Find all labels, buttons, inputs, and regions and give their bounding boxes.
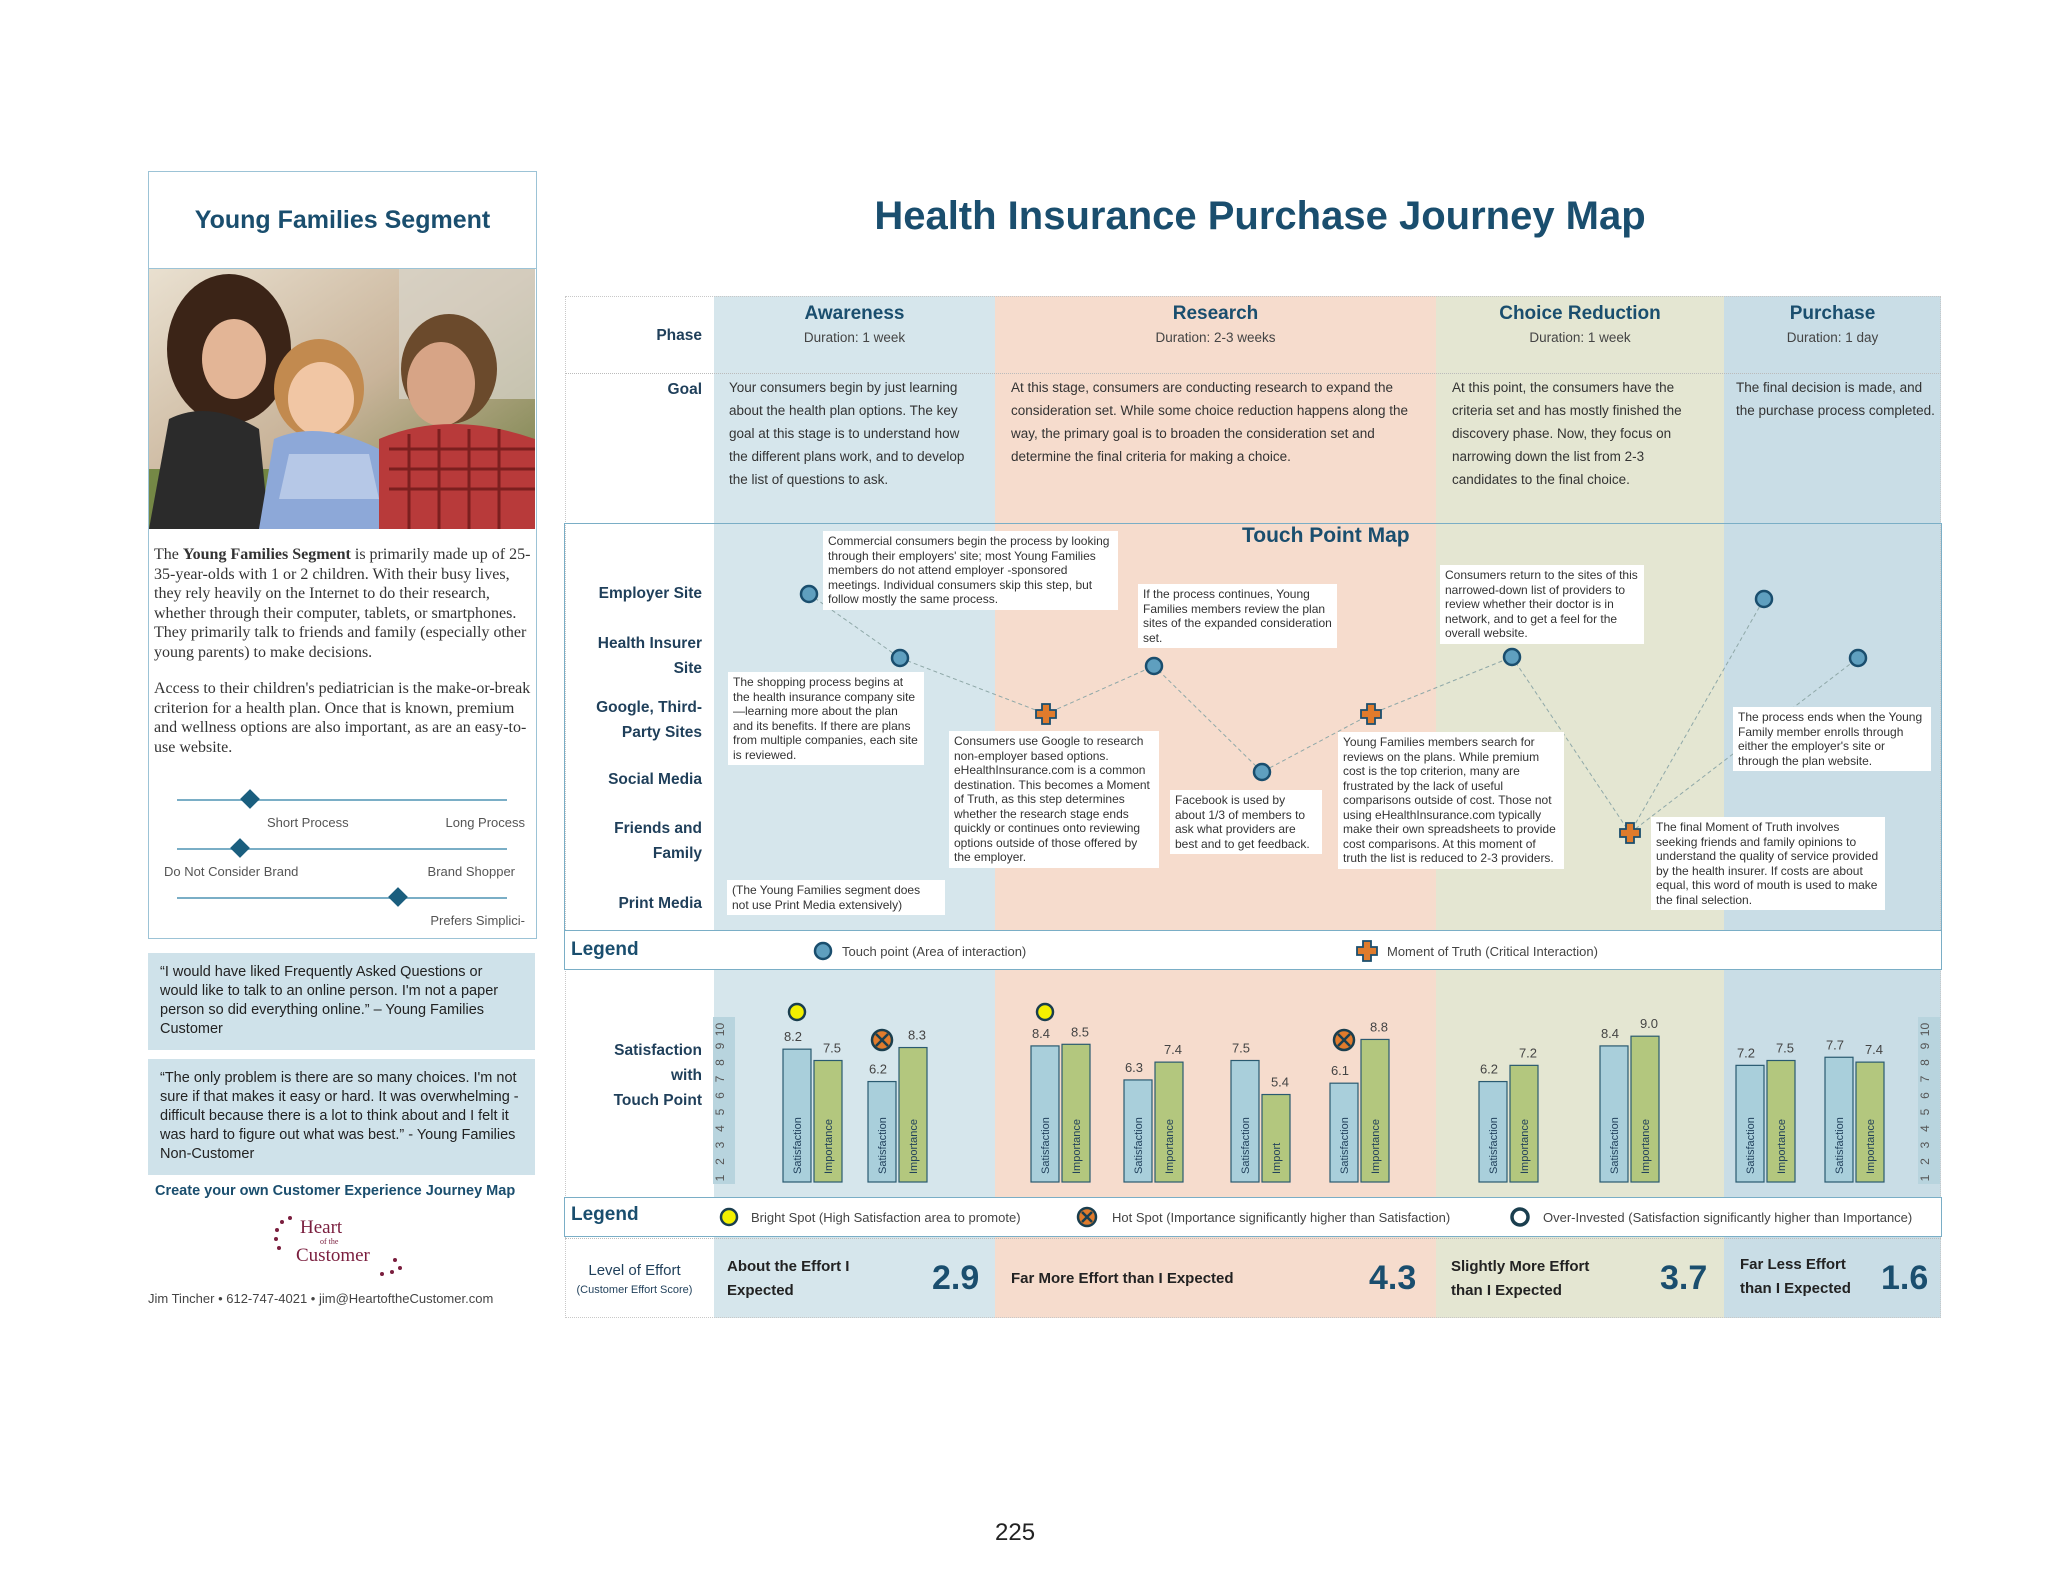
- bar-value-label: 6.3: [1124, 1059, 1144, 1075]
- legend-bright-spot-icon: [718, 1206, 740, 1228]
- y-tick-label: 2: [713, 1158, 727, 1165]
- bar-value-label: 7.2: [1736, 1045, 1756, 1061]
- bar-series-label: Importance: [1370, 1118, 1382, 1174]
- bar-value-label: 8.8: [1369, 1019, 1389, 1035]
- bar-value-label: 8.4: [1031, 1025, 1051, 1041]
- customer-quote-2: “The only problem is there are so many choices. I'm not sure if that makes it easy or hard. It was overwhelming - difficult because there is a lot to think about and I felt it was hard to figure out what was best.” - Young Families Non-Customer: [148, 1059, 535, 1175]
- row-label-effort: Level of Effort (Customer Effort Score): [576, 1262, 693, 1296]
- bar-value-label: 6.1: [1330, 1063, 1350, 1079]
- y-tick-label: 4: [1918, 1125, 1932, 1132]
- goal-choice-reduction: At this point, the consumers have the criteria set and has mostly finished the discovery phase. Now, they focus on narrowing down the list from 2-3 candidates to the final choice.: [1452, 380, 1682, 487]
- y-tick-label: 1: [1918, 1174, 1932, 1182]
- phase-header-choice-reduction: Choice Reduction Duration: 1 week: [1499, 303, 1661, 345]
- effort-purchase-text: Far Less Effort than I Expected: [1740, 1256, 1851, 1297]
- effort-awareness-score: 2.9: [932, 1259, 980, 1297]
- y-tick-label: 10: [713, 1022, 727, 1037]
- bar-value-label: 8.5: [1070, 1024, 1090, 1040]
- bar-series-label: Importance: [1519, 1118, 1531, 1174]
- effort-research-text: Far More Effort than I Expected: [1011, 1270, 1234, 1287]
- y-tick-label: 8: [713, 1059, 727, 1066]
- bar-series-label: Satisfaction: [1339, 1117, 1351, 1174]
- bar-value-label: 8.3: [907, 1027, 927, 1043]
- y-tick-label: 9: [713, 1042, 727, 1050]
- goal-awareness: Your consumers begin by just learning about the health plan options. The key goal at this stage is to understand how the different plans work, and to develop the list of questions to ask.: [729, 380, 965, 487]
- slider-right-label: Prefers Simplici-: [430, 913, 525, 928]
- y-tick-label: 6: [1918, 1092, 1932, 1099]
- y-tick-label: 7: [1918, 1075, 1932, 1083]
- row-label-social-media: Social Media: [608, 771, 702, 788]
- slider-right-label: Long Process: [445, 815, 525, 830]
- logo-customer-text: Customer: [296, 1245, 370, 1266]
- bar-series-label: Import: [1271, 1142, 1283, 1174]
- y-tick-label: 1: [713, 1174, 727, 1182]
- effort-choice-reduction-score: 3.7: [1660, 1259, 1708, 1297]
- callout-plan-sites: If the process continues, Young Families members review the plan sites of the expanded consideration set.: [1138, 584, 1337, 648]
- row-label-satisfaction: Satisfaction with Touch Point: [613, 1042, 702, 1109]
- legend-hot-spot-text: Hot Spot (Importance significantly higher than Satisfaction): [1112, 1210, 1451, 1225]
- y-tick-label: 4: [713, 1125, 727, 1132]
- callout-facebook: Facebook is used by about 1/3 of members to ask what providers are best and to get feedback.: [1170, 790, 1322, 854]
- page-title: Health Insurance Purchase Journey Map: [874, 194, 1646, 238]
- bar-series-label: Satisfaction: [1609, 1117, 1621, 1174]
- legend-1-label: Legend: [571, 939, 639, 960]
- y-tick-label: 5: [713, 1108, 727, 1116]
- effort-purchase-score: 1.6: [1881, 1259, 1929, 1297]
- slider-left-label: Do Not Consider Brand: [164, 864, 299, 879]
- row-label-employer-site: Employer Site: [598, 585, 702, 602]
- phase-header-awareness: Awareness Duration: 1 week: [803, 303, 906, 345]
- legend-moment-of-truth-text: Moment of Truth (Critical Interaction): [1387, 944, 1598, 959]
- slider-right-label: Brand Shopper: [427, 864, 515, 879]
- phase-header-purchase: Purchase Duration: 1 day: [1786, 303, 1879, 345]
- bar-series-label: Importance: [1865, 1118, 1877, 1174]
- logo-heart-text: Heart: [300, 1217, 343, 1238]
- callout-enroll: The process ends when the Young Family member enrolls through either the employer's site or through the plan website.: [1733, 707, 1931, 771]
- bar-value-label: 7.5: [1231, 1040, 1251, 1056]
- page-number: 225: [995, 1519, 1036, 1546]
- legend-hot-spot-icon: [1076, 1206, 1098, 1228]
- bright-spot-icon: [1037, 1004, 1053, 1020]
- row-label-phase: Phase: [656, 327, 702, 344]
- segment-title: Young Families Segment: [149, 172, 536, 269]
- callout-return-sites: Consumers return to the sites of this narrowed-down list of providers to review whether their doctor is in network, and to get a feel for the overall website.: [1440, 565, 1644, 644]
- legend-over-invested-text: Over-Invested (Satisfaction significantly higher than Importance): [1543, 1210, 1913, 1225]
- y-tick-label: 8: [1918, 1059, 1932, 1066]
- callout-reviews: Young Families members search for reviews on the plans. While premium cost is the top criterion, many are frustrated by the lack of useful comparisons outside of cost. Those not using eHealthInsurance.com typically make their own spreadsheets to provide cost comparisons. At this moment of truth the list is reduced to 2-3 providers.: [1338, 732, 1564, 869]
- y-tick-label: 7: [713, 1075, 727, 1083]
- y-tick-label: 3: [713, 1141, 727, 1149]
- effort-research-score: 4.3: [1369, 1259, 1417, 1297]
- bar-value-label: 7.7: [1825, 1037, 1845, 1053]
- callout-health-insurer: The shopping process begins at the health insurance company site—learning more about the plan and its benefits. If there are plans from multiple companies, each site is reviewed.: [728, 672, 924, 765]
- bar-series-label: Importance: [823, 1118, 835, 1174]
- goal-purchase: The final decision is made, and the purchase process completed.: [1736, 380, 1935, 418]
- bar-value-label: 8.4: [1600, 1025, 1620, 1041]
- bar-series-label: Importance: [1640, 1118, 1652, 1174]
- y-tick-label: 10: [1918, 1022, 1932, 1037]
- y-tick-label: 9: [1918, 1042, 1932, 1050]
- bar-value-label: 5.4: [1270, 1074, 1290, 1090]
- bar-series-label: Importance: [1776, 1118, 1788, 1174]
- phase-header-research: Research Duration: 2-3 weeks: [1155, 303, 1276, 345]
- row-label-print-media: Print Media: [618, 895, 702, 912]
- bar-series-label: Satisfaction: [792, 1117, 804, 1174]
- contact-info: Jim Tincher • 612-747-4021 • jim@HeartoftheCustomer.com: [148, 1291, 494, 1306]
- bar-value-label: 7.4: [1864, 1042, 1884, 1058]
- logo-ofthe-text: of the: [320, 1237, 339, 1246]
- bar-series-label: Satisfaction: [1240, 1117, 1252, 1174]
- y-tick-label: 3: [1918, 1141, 1932, 1149]
- bar-series-label: Satisfaction: [1133, 1117, 1145, 1174]
- legend-over-invested-icon: [1509, 1206, 1531, 1228]
- y-tick-label: 5: [1918, 1108, 1932, 1116]
- row-label-google: Google, Third- Party Sites: [596, 699, 702, 741]
- legend-bright-spot-text: Bright Spot (High Satisfaction area to promote): [751, 1210, 1021, 1225]
- row-label-goal: Goal: [667, 381, 702, 398]
- legend-2-label: Legend: [571, 1204, 639, 1225]
- callout-employer-site: Commercial consumers begin the process by looking through their employers' site; most Young Families members do not attend employer -sponsored meetings. Individual consumers skip this step, but follow mostly the same process.: [823, 531, 1118, 610]
- bar-series-label: Importance: [908, 1118, 920, 1174]
- legend-touch-point-text: Touch point (Area of interaction): [842, 944, 1027, 959]
- bar-series-label: Satisfaction: [877, 1117, 889, 1174]
- bar-value-label: 7.2: [1518, 1045, 1538, 1061]
- callout-google: Consumers use Google to research non-employer based options. eHealthInsurance.com is a common destination. This becomes a Moment of Truth, as this step determines whether the research stage ends quickly or continues onto reviewing options outside of those offered by the employer.: [949, 731, 1159, 868]
- callout-print-media: (The Young Families segment does not use Print Media extensively): [727, 880, 945, 915]
- bar-series-label: Importance: [1071, 1118, 1083, 1174]
- bar-series-label: Importance: [1164, 1118, 1176, 1174]
- bar-value-label: 9.0: [1639, 1016, 1659, 1032]
- segment-description-p2: Access to their children's pediatrician is the make-or-break criterion for a health plan. Once that is known, premium and wellness options are also important, as are an easy-to-use website.: [154, 680, 531, 756]
- bar-series-label: Satisfaction: [1040, 1117, 1052, 1174]
- customer-quote-1: “I would have liked Frequently Asked Questions or would like to talk to an online person. I'm not a paper person so did everything online.” – Young Families Customer: [148, 953, 535, 1050]
- slider-left-label: Short Process: [267, 815, 349, 830]
- bar-value-label: 7.5: [1775, 1040, 1795, 1056]
- bar-value-label: 6.2: [868, 1061, 888, 1077]
- bar-value-label: 6.2: [1479, 1061, 1499, 1077]
- effort-awareness-text: About the Effort I Expected: [727, 1258, 850, 1299]
- row-label-friends-family: Friends and Family: [614, 820, 702, 862]
- touch-point-map-title: Touch Point Map: [1242, 524, 1410, 547]
- bar-value-label: 8.2: [783, 1029, 803, 1045]
- row-label-health-insurer: Health Insurer Site: [597, 635, 702, 677]
- bar-series-label: Satisfaction: [1488, 1117, 1500, 1174]
- bright-spot-icon: [789, 1004, 805, 1020]
- effort-choice-reduction-text: Slightly More Effort than I Expected: [1451, 1258, 1590, 1299]
- y-tick-label: 6: [713, 1092, 727, 1099]
- create-journey-map-link[interactable]: Create your own Customer Experience Journey Map: [155, 1183, 516, 1199]
- goal-research: At this stage, consumers are conducting research to expand the consideration set. While some choice reduction happens along the way, the primary goal is to broaden the consideration set and determine the final criteria for making a choice.: [1011, 380, 1408, 464]
- bar-value-label: 7.5: [822, 1040, 842, 1056]
- bar-value-label: 7.4: [1163, 1042, 1183, 1058]
- segment-description-p1: The Young Families Segment is primarily made up of 25-35-year-olds with 1 or 2 children. With their busy lives, they rely heavily on the Internet to do their research, whether through their computer, tablets, or smartphones. They primarily talk to friends and family (especially other young parents) to make decisions.: [154, 546, 531, 661]
- callout-friends-family: The final Moment of Truth involves seeking friends and family opinions to understand the quality of service provided by the health insurer. If costs are about equal, this word of mouth is used to make the final selection.: [1651, 817, 1885, 910]
- bar-series-label: Satisfaction: [1834, 1117, 1846, 1174]
- y-tick-label: 2: [1918, 1158, 1932, 1165]
- bar-series-label: Satisfaction: [1745, 1117, 1757, 1174]
